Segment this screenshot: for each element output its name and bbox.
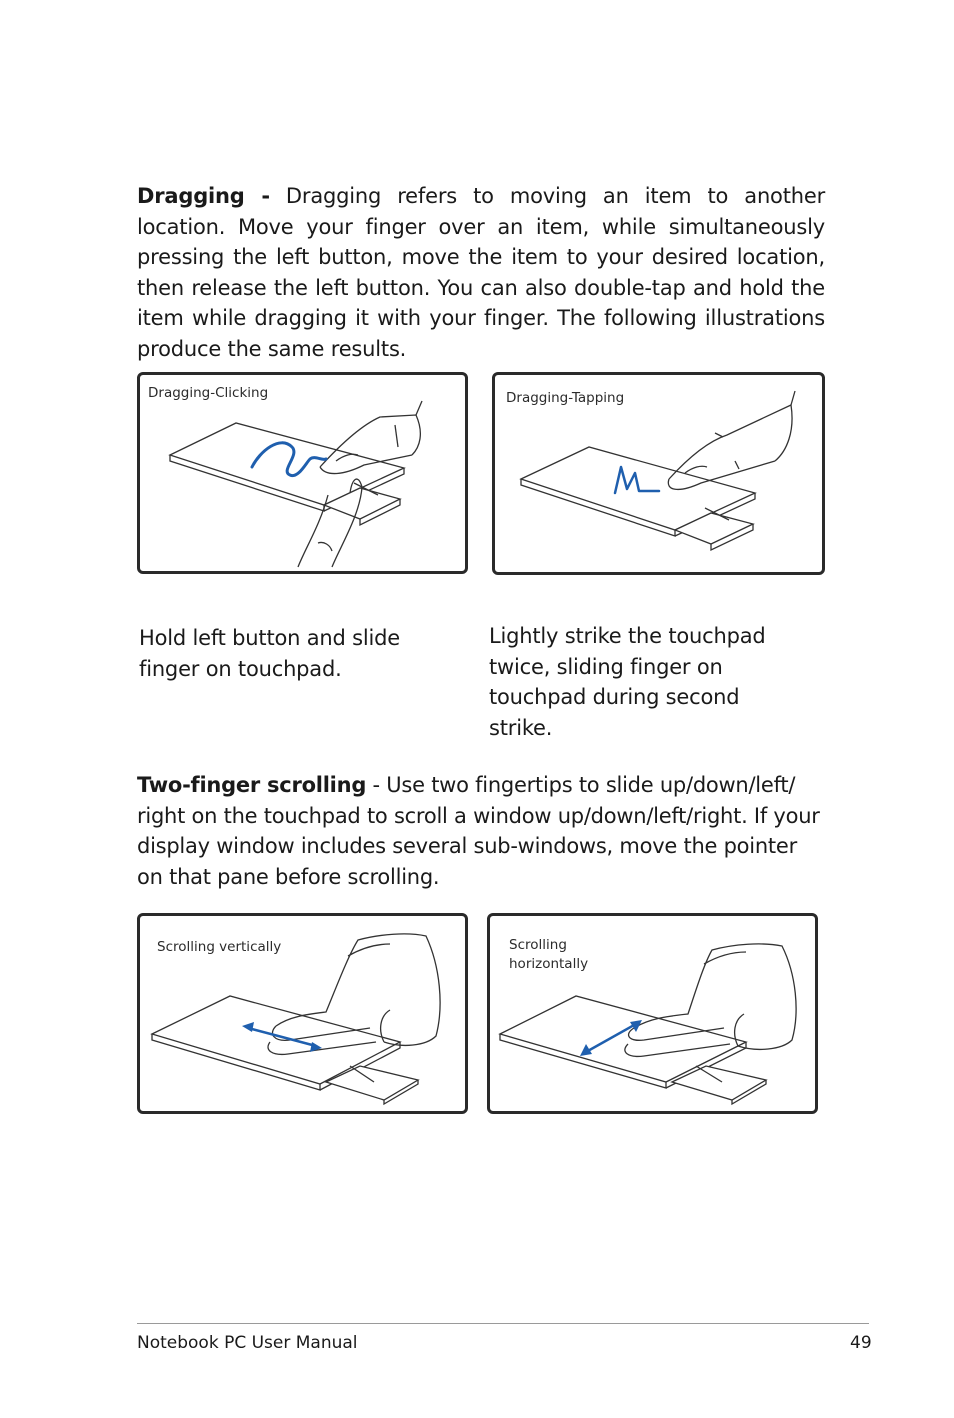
scrolling-paragraph xyxy=(137,770,825,892)
touchpad-scroll-horizontal-illustration xyxy=(490,916,815,1111)
caption-line: finger on touchpad. xyxy=(139,656,342,681)
scrolling-description: - Use two fingertips to slide up/down/left/ right on the touchpad to scroll a window up/down/left/right. If your display window includes several sub-windows, move the pointer on that pane before scrolling. xyxy=(137,773,820,889)
figure-dragging-clicking xyxy=(137,372,468,574)
footer-divider xyxy=(137,1323,869,1324)
page-number: 49 xyxy=(850,1333,872,1353)
figure-label-line: Scrolling xyxy=(509,937,567,953)
dragging-paragraph xyxy=(137,181,825,364)
caption-dragging-clicking xyxy=(139,623,400,684)
dragging-description: Dragging refers to moving an item to another location. Move your finger over an item, while simultaneously pressing the left button, move the item to your desired location, then release the left button. You can also double-tap and hold the item while dragging it with your finger. The following illustrations produce the same results. xyxy=(137,184,825,361)
figure-label: Scrolling vertically xyxy=(157,939,282,955)
caption-line: touchpad during second xyxy=(489,685,740,709)
caption-dragging-tapping xyxy=(489,621,766,743)
touchpad-drag-tap-illustration xyxy=(495,375,822,572)
scrolling-term: Two-finger scrolling xyxy=(137,773,367,797)
caption-line: Lightly strike the touchpad xyxy=(489,624,766,648)
caption-line: strike. xyxy=(489,715,553,740)
figure-scrolling-vertically xyxy=(137,913,468,1114)
dragging-term: Dragging - xyxy=(137,184,270,208)
figure-label: Dragging-Clicking xyxy=(148,385,269,401)
caption-line: twice, sliding finger on xyxy=(489,654,723,679)
figure-label-line: horizontally xyxy=(509,956,589,972)
figure-scrolling-horizontally xyxy=(487,913,818,1114)
figure-label: Dragging-Tapping xyxy=(506,390,625,406)
footer-title: Notebook PC User Manual xyxy=(137,1333,358,1353)
caption-line: Hold left button and slide xyxy=(139,626,400,650)
touchpad-drag-click-illustration xyxy=(140,375,465,571)
touchpad-scroll-vertical-illustration xyxy=(140,916,465,1111)
figure-dragging-tapping xyxy=(492,372,825,575)
